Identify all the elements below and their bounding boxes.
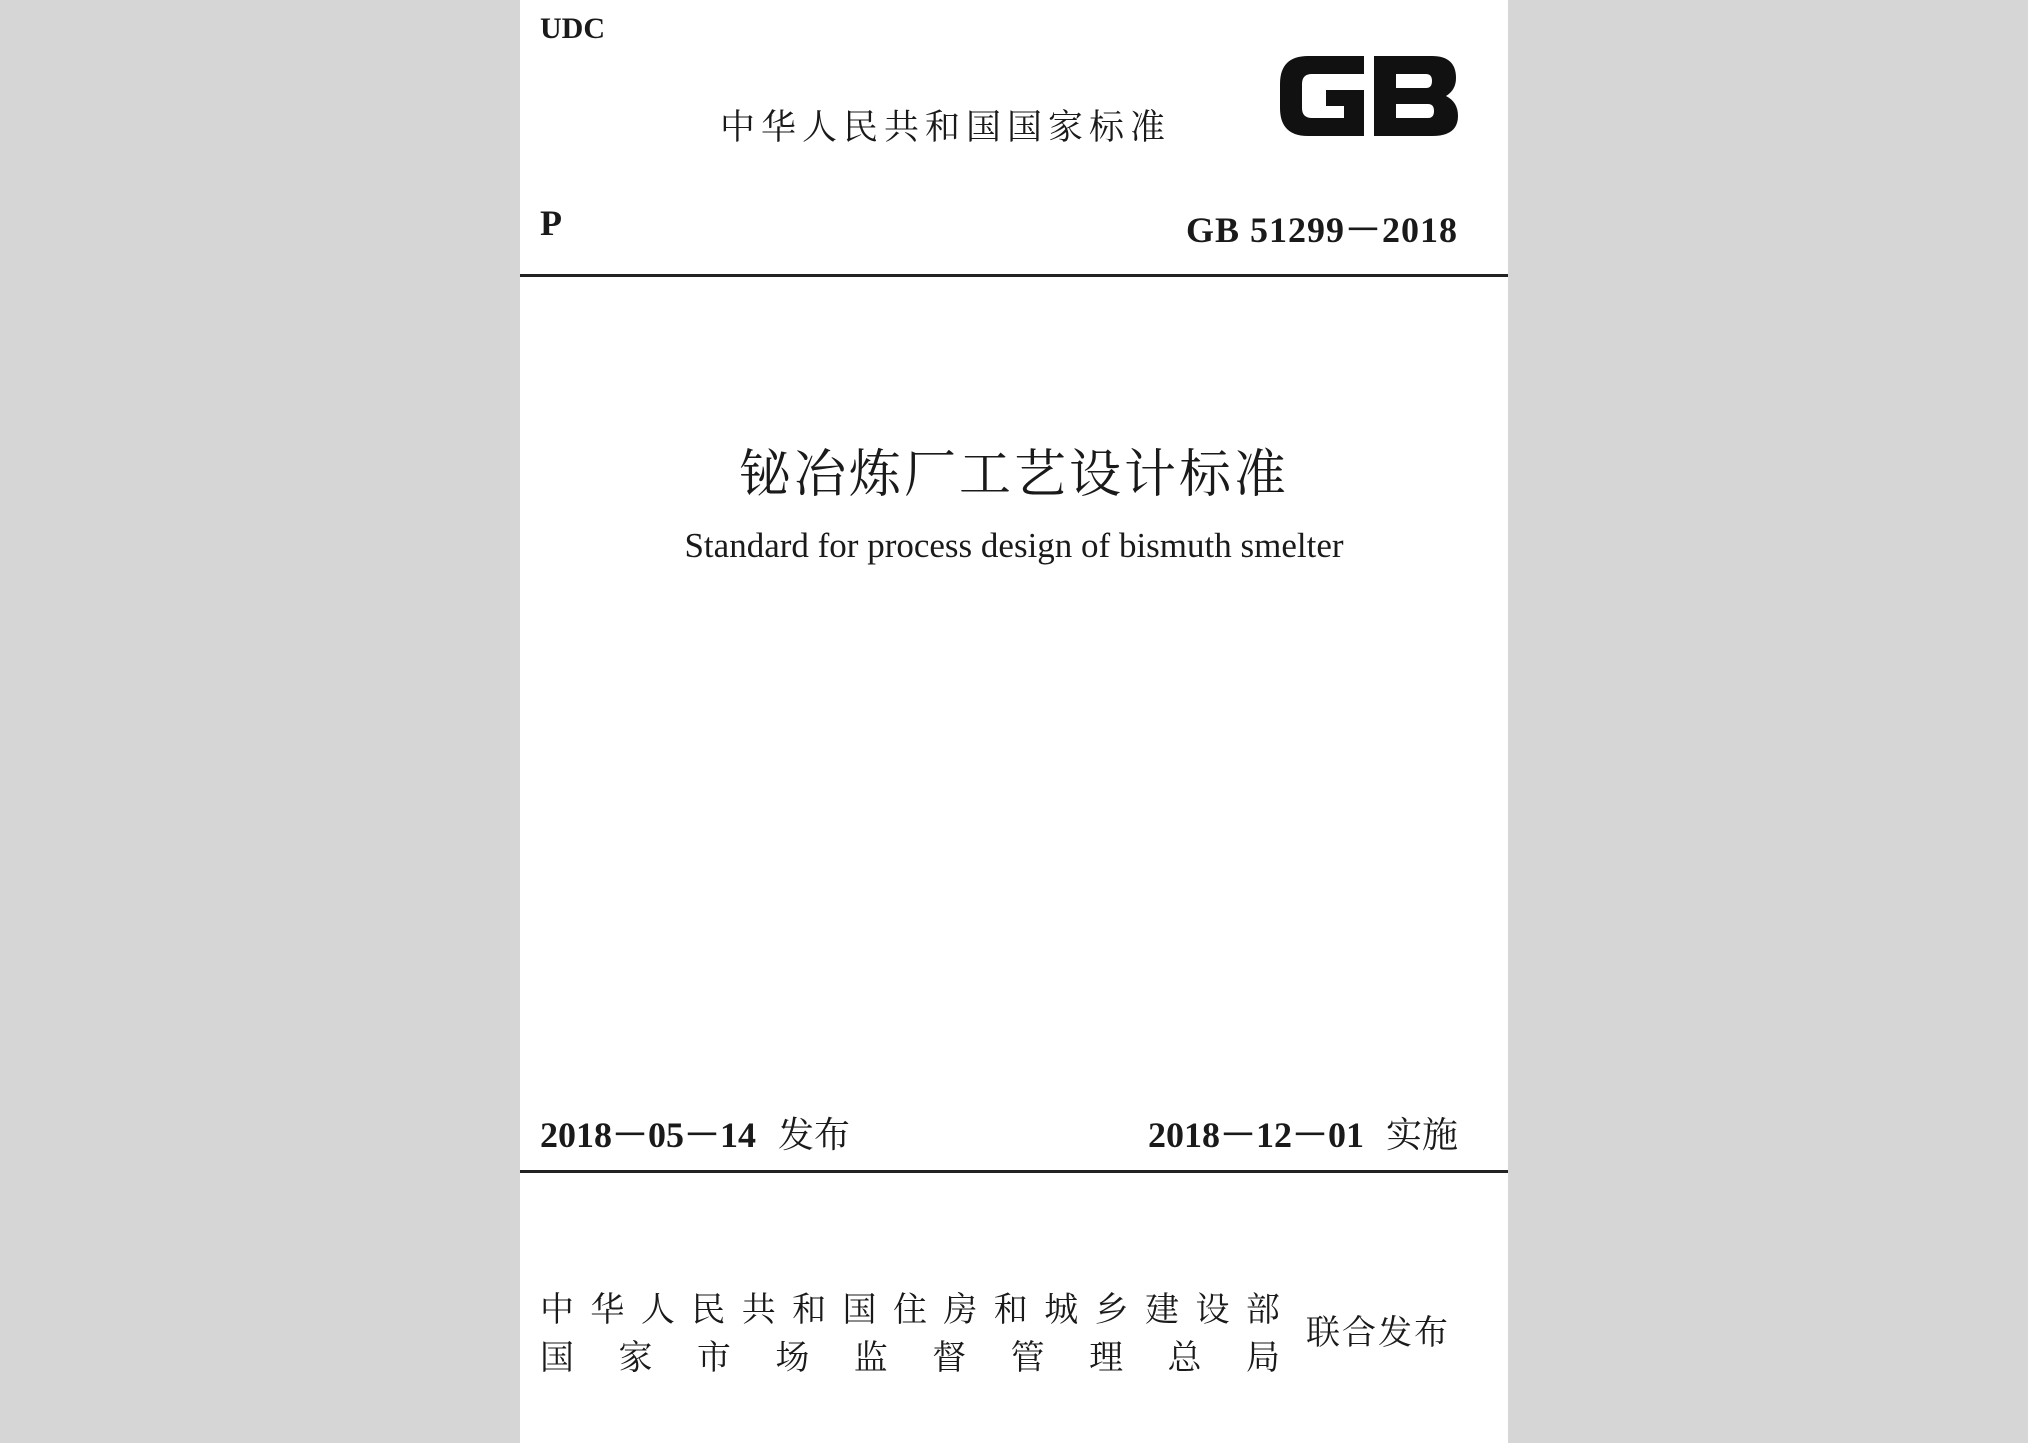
english-title: Standard for process design of bismuth smelter: [684, 526, 1344, 565]
publisher-char: 局: [1245, 1338, 1280, 1378]
publisher-char: 城: [1044, 1290, 1079, 1330]
standard-cover-page: [520, 0, 1508, 1443]
joint-publication-label: 联合发布: [1306, 1313, 1450, 1353]
publisher-char: 督: [932, 1338, 967, 1378]
publisher-char: 国: [842, 1290, 877, 1330]
publisher-char: 部: [1245, 1290, 1280, 1330]
publisher-char: 设: [1195, 1290, 1230, 1330]
publisher-char: 民: [691, 1290, 726, 1330]
national-standard-heading: 中华人民共和国国家标准: [720, 108, 1172, 148]
publisher-char: 国: [540, 1338, 574, 1378]
effective-date-block: [1148, 1107, 1458, 1158]
publisher-char: 家: [618, 1338, 653, 1378]
publisher-char: 华: [590, 1290, 625, 1330]
effective-date: 2018－12－01: [1147, 1115, 1364, 1155]
publisher-char: 人: [640, 1290, 675, 1330]
issue-date-block: [540, 1107, 850, 1158]
publisher-line-1: [540, 1282, 1280, 1331]
effective-label: 实施: [1385, 1115, 1458, 1156]
udc-label: UDC: [540, 12, 605, 45]
publisher-char: 场: [775, 1338, 810, 1378]
publisher-char: 理: [1089, 1338, 1124, 1378]
publisher-char: 建: [1145, 1290, 1180, 1330]
publisher-char: 管: [1010, 1338, 1045, 1378]
standard-number: GB 51299－2018: [1185, 210, 1458, 250]
publisher-char: 市: [696, 1338, 731, 1378]
publisher-char: 乡: [1094, 1290, 1129, 1330]
publisher-char: 共: [741, 1290, 776, 1330]
publisher-char: 总: [1167, 1338, 1202, 1378]
top-divider: [520, 274, 1508, 277]
issue-label: 发布: [778, 1115, 851, 1156]
publisher-char: 中: [540, 1290, 574, 1330]
publisher-char: 和: [993, 1290, 1028, 1330]
publisher-char: 和: [792, 1290, 827, 1330]
publisher-line-2: [540, 1330, 1280, 1379]
classification-code: P: [540, 203, 562, 243]
bottom-divider: [520, 1170, 1508, 1173]
publisher-char: 房: [943, 1290, 978, 1330]
chinese-title: 铋冶炼厂工艺设计标准: [738, 445, 1289, 505]
gb-logo-icon: [1272, 46, 1462, 146]
issue-date: 2018－05－14: [540, 1115, 757, 1155]
publisher-char: 住: [892, 1290, 927, 1330]
publisher-char: 监: [853, 1338, 888, 1378]
